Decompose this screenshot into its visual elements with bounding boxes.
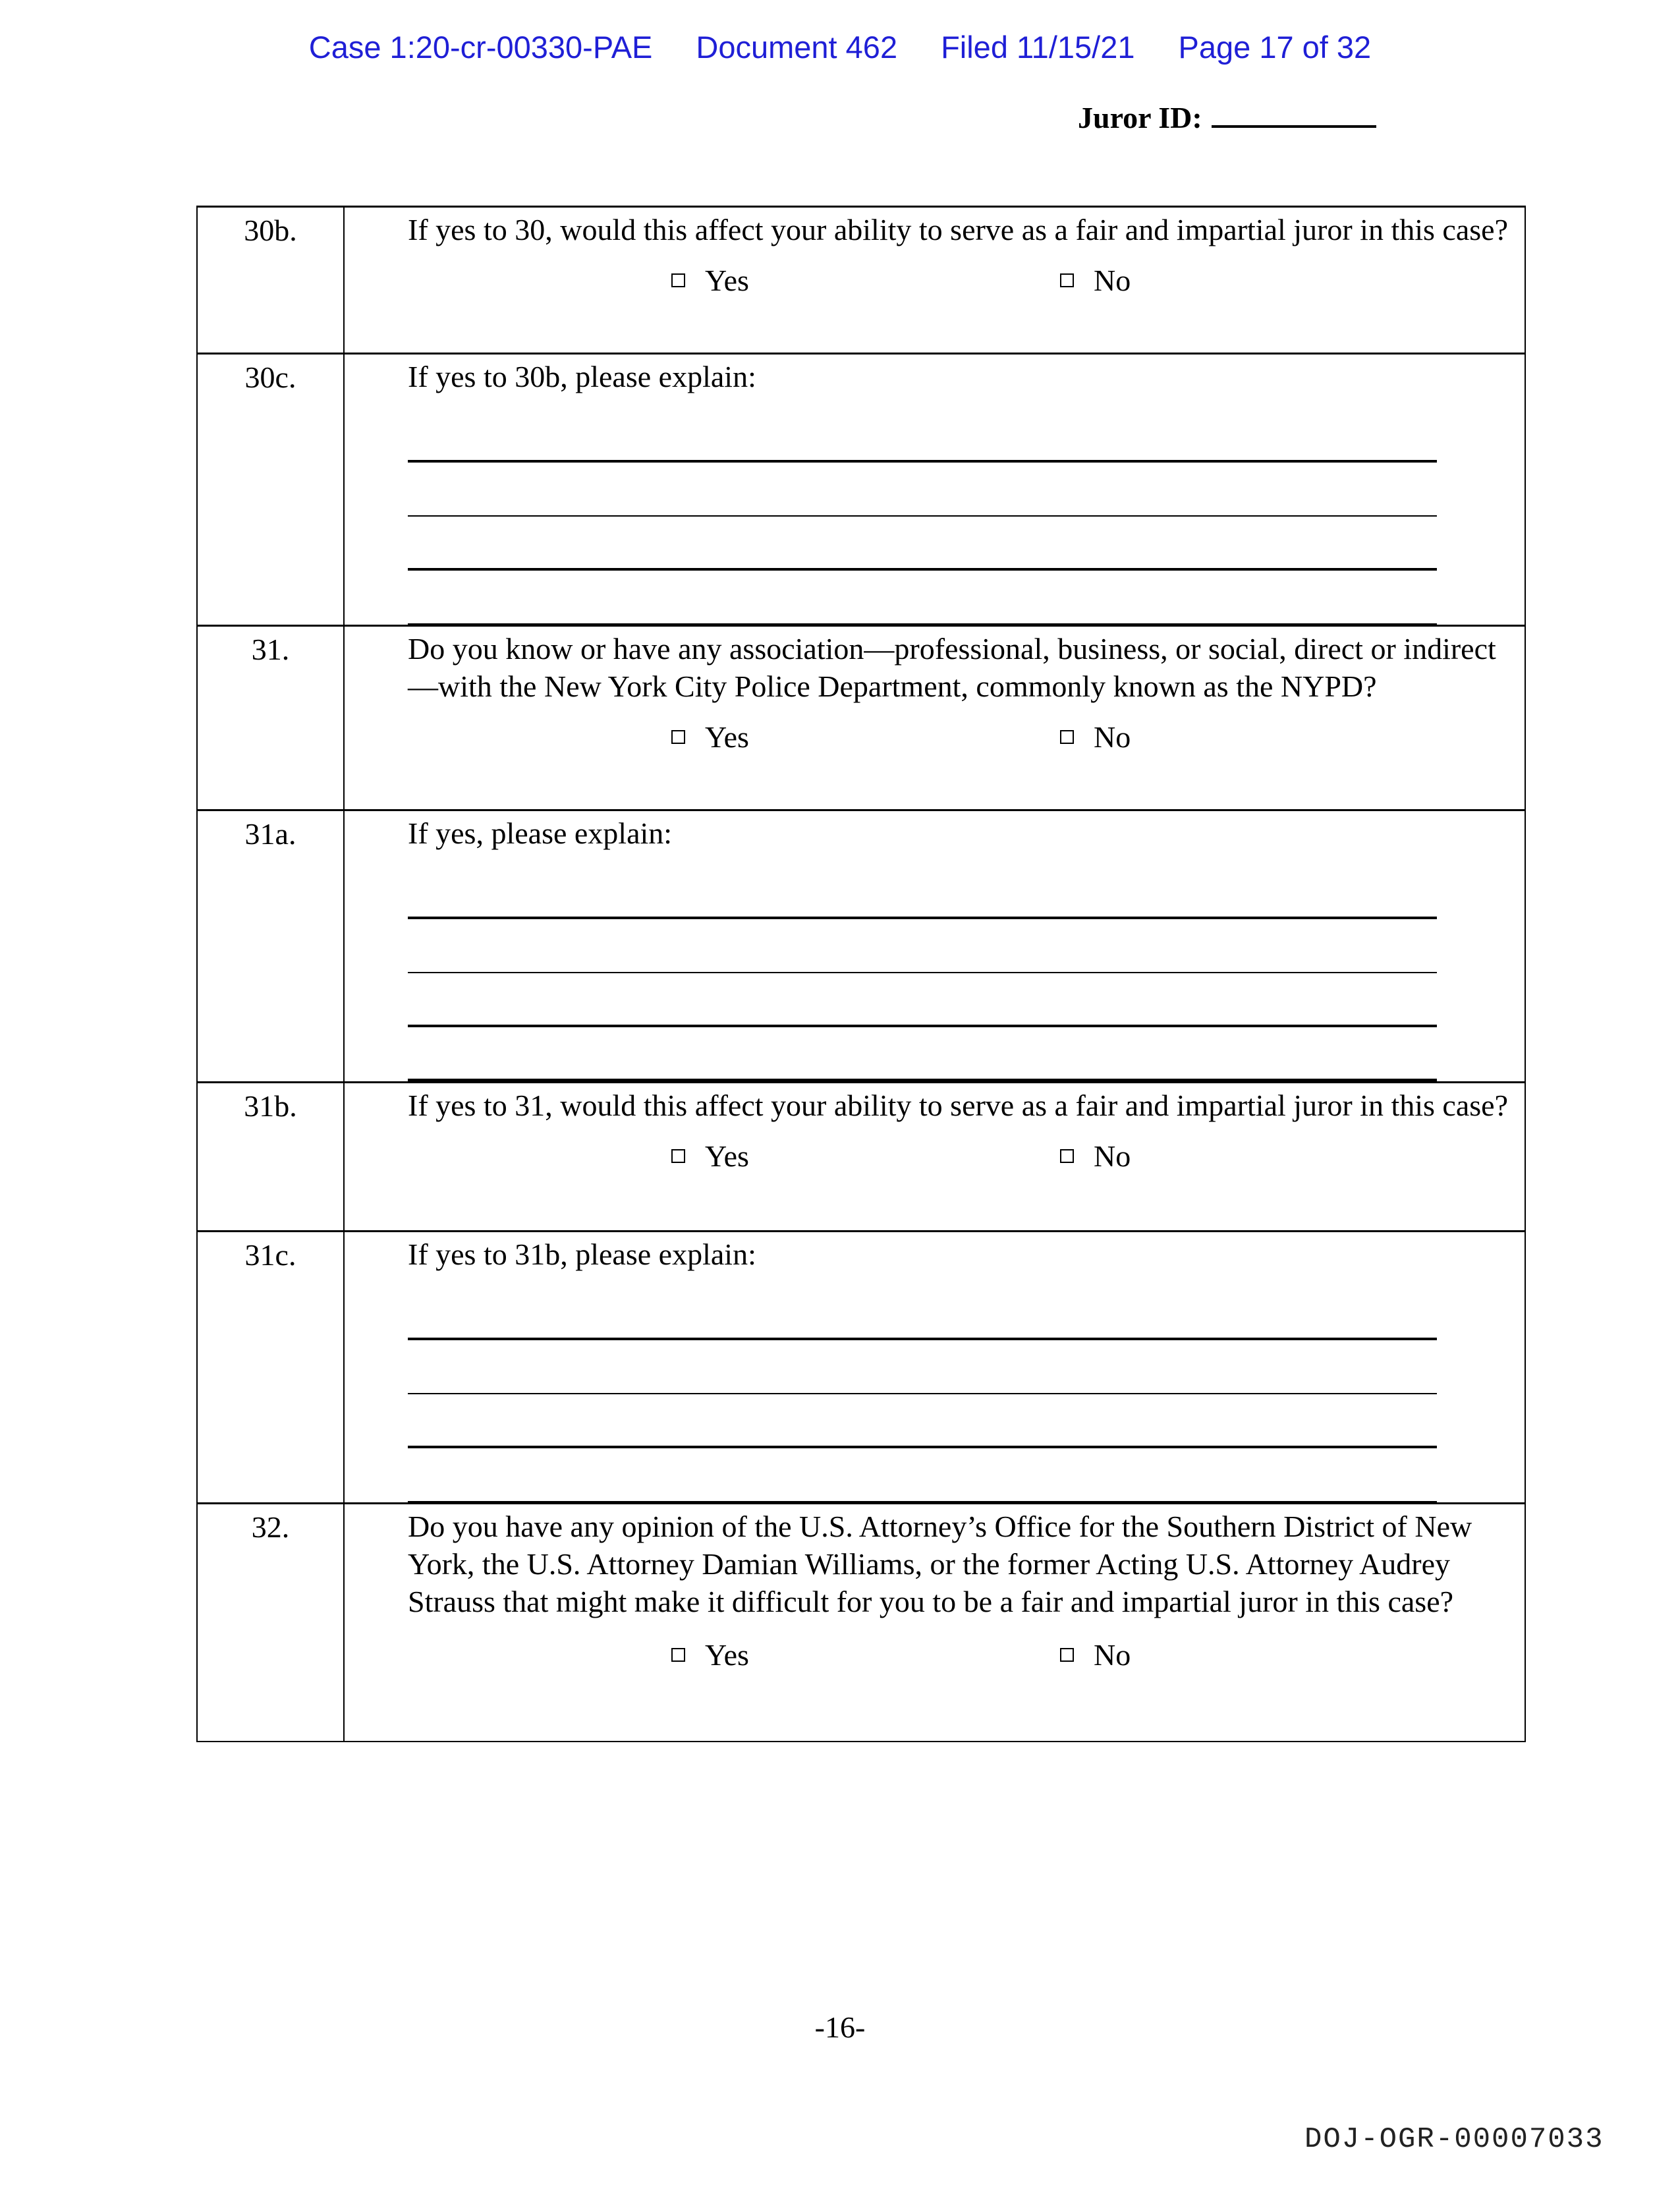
- question-number: 31a.: [197, 810, 344, 1083]
- page-number: -16-: [814, 2010, 866, 2044]
- question-cell: [344, 1232, 1525, 1504]
- explain-lines: [408, 852, 1509, 1081]
- page-indicator: Page 17 of 32: [1178, 30, 1372, 65]
- answer-line[interactable]: [408, 517, 1437, 571]
- question-number: 32.: [197, 1504, 344, 1742]
- yes-label: Yes: [705, 720, 749, 754]
- question-row: [197, 1504, 1525, 1742]
- yes-no-options: [408, 705, 1509, 764]
- juror-id-field[interactable]: [1212, 99, 1376, 128]
- checkbox-icon[interactable]: [671, 1648, 685, 1662]
- case-header: [0, 29, 1680, 65]
- answer-line[interactable]: [408, 865, 1437, 919]
- question-row: [197, 207, 1525, 354]
- question-cell: [344, 1083, 1525, 1232]
- no-checkbox[interactable]: [1060, 1636, 1131, 1674]
- question-text: Do you have any opinion of the U.S. Attorney’s Office for the Southern District of New York, the U.S. Attorney Damian Williams, or the former Acting U.S. Attorney Audrey Strauss that might make it difficult for you to be a fair and impartial juror in this case?: [408, 1510, 1472, 1618]
- no-label: No: [1094, 1139, 1131, 1173]
- explain-lines: [408, 395, 1509, 625]
- answer-line[interactable]: [408, 1286, 1437, 1340]
- yes-label: Yes: [705, 1638, 749, 1672]
- question-number: 31c.: [197, 1232, 344, 1504]
- question-text: If yes to 31b, please explain:: [408, 1237, 756, 1271]
- answer-line[interactable]: [408, 1394, 1437, 1448]
- question-text: If yes to 30b, please explain:: [408, 360, 756, 393]
- yes-checkbox[interactable]: [671, 1137, 749, 1175]
- answer-line[interactable]: [408, 919, 1437, 973]
- explain-lines: [408, 1273, 1509, 1502]
- checkbox-icon[interactable]: [1060, 273, 1074, 287]
- checkbox-icon[interactable]: [1060, 1648, 1074, 1662]
- question-row: [197, 626, 1525, 810]
- juror-id-label: Juror ID:: [1078, 101, 1202, 134]
- question-text: If yes to 31, would this affect your ability to serve as a fair and impartial juror in this case?: [408, 1089, 1508, 1122]
- question-text: Do you know or have any association—professional, business, or social, direct or indirect—with the New York City Police Department, commonly known as the NYPD?: [408, 632, 1496, 703]
- yes-label: Yes: [705, 264, 749, 297]
- question-cell: [344, 810, 1525, 1083]
- yes-checkbox[interactable]: [671, 262, 749, 299]
- checkbox-icon[interactable]: [671, 273, 685, 287]
- yes-checkbox[interactable]: [671, 718, 749, 756]
- no-checkbox[interactable]: [1060, 718, 1131, 756]
- document-number: Document 462: [696, 30, 898, 65]
- bates-stamp: DOJ-OGR-00007033: [1304, 2123, 1604, 2156]
- answer-line[interactable]: [408, 973, 1437, 1027]
- yes-no-options: [408, 248, 1509, 308]
- question-row: [197, 354, 1525, 626]
- question-row: [197, 1232, 1525, 1504]
- question-text: If yes to 30, would this affect your ability to serve as a fair and impartial juror in this case?: [408, 213, 1508, 246]
- question-text: If yes, please explain:: [408, 816, 673, 850]
- question-number: 30b.: [197, 207, 344, 354]
- question-cell: [344, 207, 1525, 354]
- question-number: 31b.: [197, 1083, 344, 1232]
- no-label: No: [1094, 264, 1131, 297]
- question-row: [197, 810, 1525, 1083]
- checkbox-icon[interactable]: [1060, 730, 1074, 744]
- questionnaire-table: [196, 206, 1526, 1742]
- question-number: 30c.: [197, 354, 344, 626]
- question-row: [197, 1083, 1525, 1232]
- juror-id: [1078, 99, 1376, 135]
- question-cell: [344, 1504, 1525, 1742]
- question-cell: [344, 354, 1525, 626]
- no-checkbox[interactable]: [1060, 262, 1131, 299]
- answer-line[interactable]: [408, 409, 1437, 463]
- no-label: No: [1094, 720, 1131, 754]
- checkbox-icon[interactable]: [1060, 1149, 1074, 1163]
- no-label: No: [1094, 1638, 1131, 1672]
- filed-date: Filed 11/15/21: [941, 30, 1135, 65]
- case-number: Case 1:20-cr-00330-PAE: [308, 30, 653, 65]
- no-checkbox[interactable]: [1060, 1137, 1131, 1175]
- question-number: 31.: [197, 626, 344, 810]
- answer-line[interactable]: [408, 1448, 1437, 1502]
- question-cell: [344, 626, 1525, 810]
- answer-line[interactable]: [408, 571, 1437, 625]
- yes-no-options: [408, 1124, 1509, 1183]
- yes-label: Yes: [705, 1139, 749, 1173]
- checkbox-icon[interactable]: [671, 730, 685, 744]
- answer-line[interactable]: [408, 1340, 1437, 1394]
- yes-checkbox[interactable]: [671, 1636, 749, 1674]
- yes-no-options: [408, 1620, 1509, 1686]
- checkbox-icon[interactable]: [671, 1149, 685, 1163]
- answer-line[interactable]: [408, 1027, 1437, 1081]
- answer-line[interactable]: [408, 463, 1437, 517]
